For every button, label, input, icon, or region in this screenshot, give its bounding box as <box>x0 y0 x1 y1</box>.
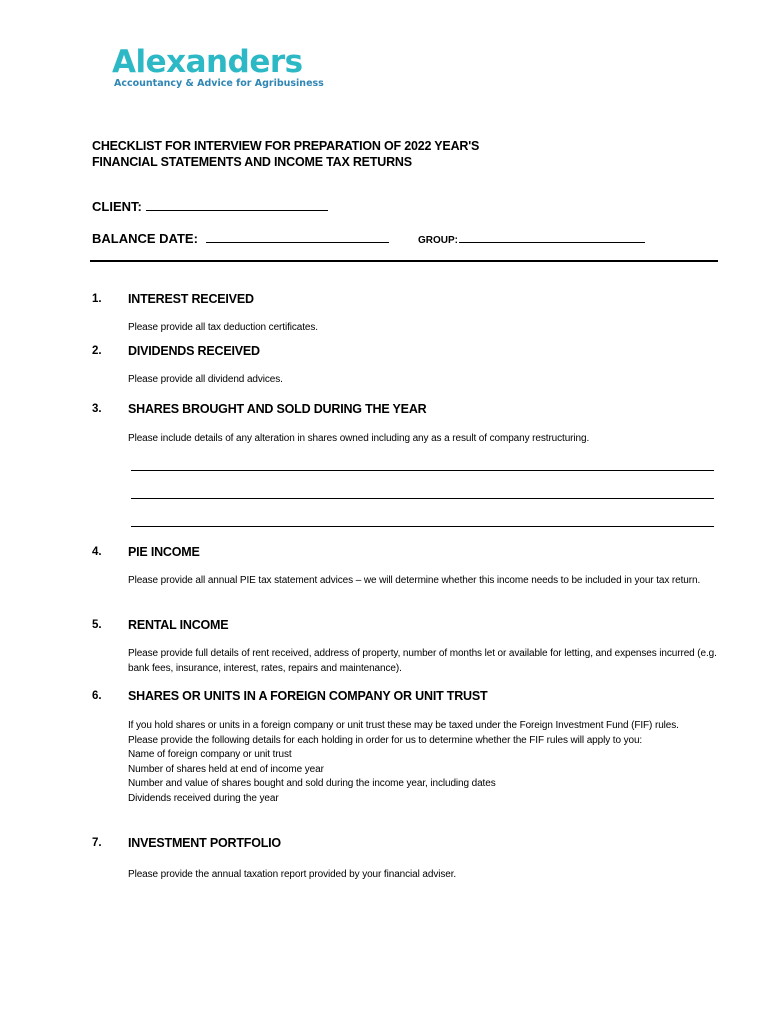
section-title: DIVIDENDS RECEIVED <box>128 344 260 358</box>
title-line-2: FINANCIAL STATEMENTS AND INCOME TAX RETURNS <box>92 155 412 169</box>
group-field <box>418 234 645 246</box>
section-title: SHARES OR UNITS IN A FOREIGN COMPANY OR UNIT TRUST <box>128 689 488 703</box>
section-text: Please provide all tax deduction certificates. <box>128 322 318 333</box>
section-number: 1. <box>92 293 102 305</box>
text-line: Dividends received during the year <box>128 792 279 804</box>
header-divider <box>90 260 718 262</box>
section-title: INTEREST RECEIVED <box>128 292 254 306</box>
section-number: 7. <box>92 837 102 849</box>
document-title <box>92 138 479 170</box>
section-title: INVESTMENT PORTFOLIO <box>128 836 281 850</box>
answer-line[interactable] <box>131 470 714 471</box>
client-field <box>92 199 328 214</box>
text-line: If you hold shares or units in a foreign company or unit trust these may be taxed under the Foreign Investment Fund (FIF) rules. <box>128 720 679 731</box>
company-logo <box>112 44 324 89</box>
section-number: 4. <box>92 546 102 558</box>
answer-line[interactable] <box>131 526 714 527</box>
logo-tagline: Accountancy & Advice for Agribusiness <box>114 78 324 89</box>
section-text: Please provide all dividend advices. <box>128 374 283 385</box>
section-text: Please provide full details of rent received, address of property, number of months let or available for letting, and expenses incurred (e.g. bank fees, insurance, interest, rates, repairs and maintenance). <box>128 648 717 674</box>
section-text: Please provide all annual PIE tax statement advices – we will determine whether this income needs to be included in your tax return. <box>128 575 701 586</box>
answer-line[interactable] <box>131 498 714 499</box>
section-title: SHARES BROUGHT AND SOLD DURING THE YEAR <box>128 402 427 416</box>
balance-date-field <box>92 231 389 246</box>
section-number: 3. <box>92 403 102 415</box>
balance-date-label: BALANCE DATE: <box>92 231 198 246</box>
text-line: Name of foreign company or unit trust <box>128 749 292 760</box>
text-line: Please provide the following details for each holding in order for us to determine whether the FIF rules will apply to you: <box>128 734 643 746</box>
section-text: Please provide the annual taxation report provided by your financial adviser. <box>128 869 457 880</box>
text-line: Number and value of shares bought and sold during the income year, including dates <box>128 778 496 789</box>
section-number: 6. <box>92 690 102 702</box>
client-input-line[interactable] <box>146 200 328 211</box>
logo-name: Alexanders <box>112 44 303 80</box>
section-title: RENTAL INCOME <box>128 618 229 632</box>
client-label: CLIENT: <box>92 199 142 214</box>
section-title: PIE INCOME <box>128 545 200 559</box>
section-text <box>128 719 718 806</box>
section-text: Please include details of any alteration in shares owned including any as a result of company restructuring. <box>128 433 590 444</box>
balance-date-input-line[interactable] <box>206 232 389 243</box>
title-line-1: CHECKLIST FOR INTERVIEW FOR PREPARATION OF 2022 YEAR'S <box>92 139 480 153</box>
section-number: 2. <box>92 345 102 357</box>
group-label: GROUP: <box>418 235 458 246</box>
section-number: 5. <box>92 619 102 631</box>
group-input-line[interactable] <box>459 234 645 243</box>
text-line: Number of shares held at end of income year <box>128 763 324 775</box>
